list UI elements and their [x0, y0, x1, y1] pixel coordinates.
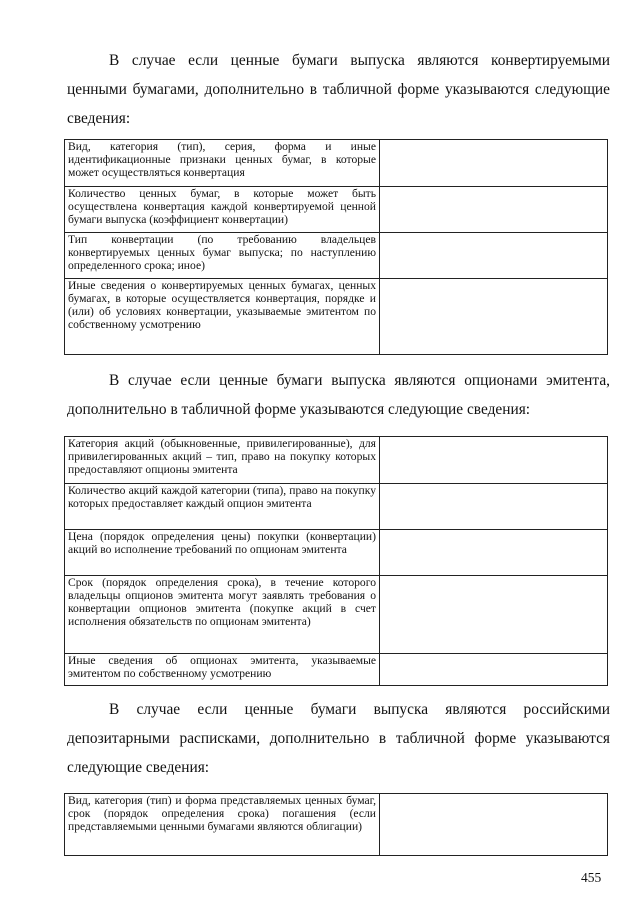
table-row	[65, 233, 608, 279]
row-label: Иные сведения о конвертируемых ценных бумагах, ценных бумагах, в которые осуществляется конвертация, порядке и (или) об условиях конвертации, указываемые эмитентом по собственному усмотрению	[65, 279, 380, 355]
table-row	[65, 576, 608, 654]
row-label: Тип конвертации (по требованию владельцев конвертируемых ценных бумаг выпуска; по наступлению определенного срока; иное)	[65, 233, 380, 279]
row-label: Количество ценных бумаг, в которые может быть осуществлена конвертация каждой конвертируемой ценной бумаги выпуска (коэффициент конвертации)	[65, 187, 380, 233]
convertible-table	[64, 139, 608, 355]
row-value-cell[interactable]	[380, 437, 608, 484]
intro-options-text: В случае если ценные бумаги выпуска являются опционами эмитента, дополнительно в табличной форме указываются следующие сведения:	[67, 372, 610, 418]
row-label: Вид, категория (тип), серия, форма и иные идентификационные признаки ценных бумаг, в которые может осуществляться конвертация	[65, 140, 380, 187]
row-value-cell[interactable]	[380, 140, 608, 187]
row-label: Категория акций (обыкновенные, привилегированные), для привилегированных акций – тип, право на покупку которых предоставляют опционы эмитента	[65, 437, 380, 484]
row-value-cell[interactable]	[380, 233, 608, 279]
row-value-cell[interactable]	[380, 576, 608, 654]
row-label: Цена (порядок определения цены) покупки (конвертации) акций во исполнение требований по опционам эмитента	[65, 530, 380, 576]
intro-depositary-receipts-text: В случае если ценные бумаги выпуска являются российскими депозитарными расписками, дополнительно в табличной форме указываются следующие сведения:	[67, 701, 610, 776]
options-table	[64, 436, 608, 686]
row-value-cell[interactable]	[380, 187, 608, 233]
row-label: Вид, категория (тип) и форма представляемых ценных бумаг, срок (порядок определения срока) погашения (если представляемыми ценными бумагами являются облигации)	[65, 794, 380, 856]
row-label: Количество акций каждой категории (типа), право на покупку которых предоставляет каждый опцион эмитента	[65, 484, 380, 530]
row-value-cell[interactable]	[380, 484, 608, 530]
intro-options	[67, 366, 610, 424]
table-row	[65, 794, 608, 856]
row-label: Иные сведения об опционах эмитента, указываемые эмитентом по собственному усмотрению	[65, 654, 380, 686]
table-row	[65, 140, 608, 187]
row-value-cell[interactable]	[380, 794, 608, 856]
table-row	[65, 279, 608, 355]
intro-convertible	[67, 46, 610, 133]
row-label: Срок (порядок определения срока), в течение которого владельцы опционов эмитента могут заявлять требования о конвертации опционов эмитента (покупке акций в счет исполнения обязательств по опционам эмитента)	[65, 576, 380, 654]
row-value-cell[interactable]	[380, 530, 608, 576]
page-number: 455	[581, 870, 602, 885]
intro-depositary-receipts	[67, 695, 610, 782]
table-row	[65, 484, 608, 530]
intro-convertible-text: В случае если ценные бумаги выпуска являются конвертируемыми ценными бумагами, дополнительно в табличной форме указываются следующие сведения:	[67, 52, 610, 127]
row-value-cell[interactable]	[380, 654, 608, 686]
depositary-receipts-table	[64, 793, 608, 856]
table-row	[65, 654, 608, 686]
table-row	[65, 437, 608, 484]
table-row	[65, 530, 608, 576]
row-value-cell[interactable]	[380, 279, 608, 355]
table-row	[65, 187, 608, 233]
